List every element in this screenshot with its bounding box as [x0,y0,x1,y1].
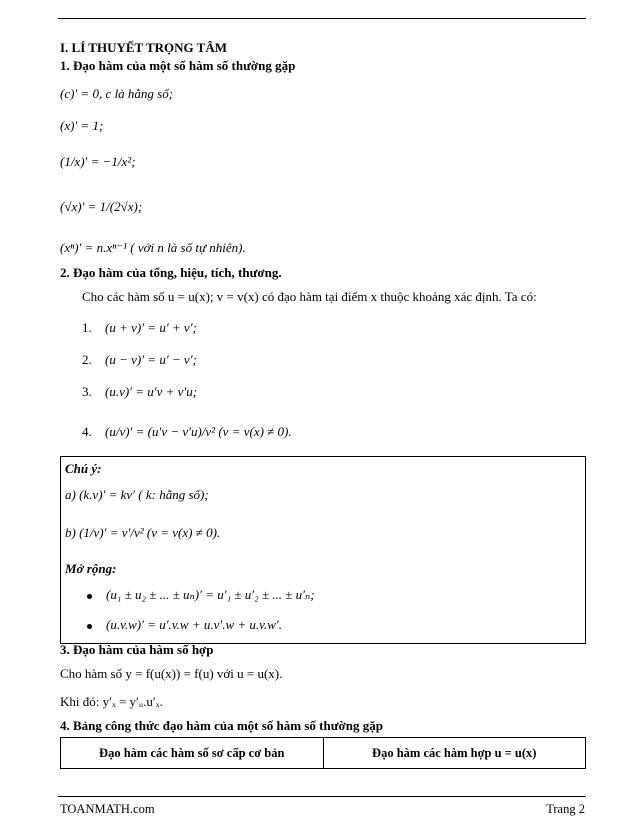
subsection-4-title: 4. Bảng công thức đạo hàm của một số hàm số thường gặp [60,718,383,733]
rule-number: 1. [82,320,92,335]
subsection-3-line-1: Cho hàm số y = f(u(x)) = f(u) với u = u(x). [60,666,283,681]
formula-3: (1/x)′ = −1/x²; [60,154,136,169]
bullet-icon [87,594,92,599]
formula-4: (√x)′ = 1/(2√x); [60,199,143,214]
rule-text: (u + v)′ = u′ + v′; [105,320,197,335]
subsection-3-title: 3. Đạo hàm của hàm số hợp [60,642,214,657]
rule-text: (u/v)′ = (u′v − v′u)/v² (v = v(x) ≠ 0). [105,424,292,439]
note-box [60,456,586,644]
top-rule [58,18,586,19]
formula-2: (x)′ = 1; [60,118,104,133]
subsection-3-line-2: Khi đó: y′ₓ = y′ᵤ.u′ₓ. [60,694,163,709]
formula-1: (c)′ = 0, c là hằng số; [60,86,174,101]
rule-text: (u − v)′ = u′ − v′; [105,352,197,367]
page-number: Trang 2 [546,802,585,816]
rule-3 [82,384,197,400]
bullet-icon [87,624,92,629]
rule-text: (u.v)′ = u′v + v′u; [105,384,198,399]
note-title: Chú ý: [65,461,102,476]
table-header-composite: Đạo hàm các hàm hợp u = u(x) [372,745,537,760]
rule-number: 3. [82,384,92,399]
subsection-2-intro: Cho các hàm số u = u(x); v = v(x) có đạo hàm tại điểm x thuộc khoảng xác định. Ta có: [82,289,537,304]
derivative-table-header [60,737,586,769]
rule-4 [82,424,292,440]
rule-number: 2. [82,352,92,367]
note-a: a) (k.v)′ = kv′ ( k: hằng số); [65,487,209,502]
rule-2 [82,352,197,368]
section-title: I. LÍ THUYẾT TRỌNG TÂM [60,40,228,55]
subsection-2-title: 2. Đạo hàm của tổng, hiệu, tích, thương. [60,265,282,280]
rule-1 [82,320,197,336]
formula-5: (xⁿ)′ = n.xⁿ⁻¹ ( với n là số tự nhiên). [60,240,246,255]
extension-item-1: (u₁ ± u₂ ± ... ± uₙ)′ = u′₁ ± u′₂ ± ... ± u′ₙ; [87,587,315,603]
extension-title: Mở rộng: [65,561,117,576]
table-header-basic: Đạo hàm các hàm số sơ cấp cơ bản [61,738,324,768]
subsection-1-title: 1. Đạo hàm của một số hàm số thường gặp [60,58,296,73]
footer-site: TOANMATH.com [60,802,155,816]
rule-number: 4. [82,424,92,439]
extension-item-2: (u.v.w)′ = u′.v.w + u.v′.w + u.v.w′. [87,617,282,633]
footer-rule [58,796,586,797]
note-b: b) (1/v)′ = v′/v² (v = v(x) ≠ 0). [65,525,221,540]
